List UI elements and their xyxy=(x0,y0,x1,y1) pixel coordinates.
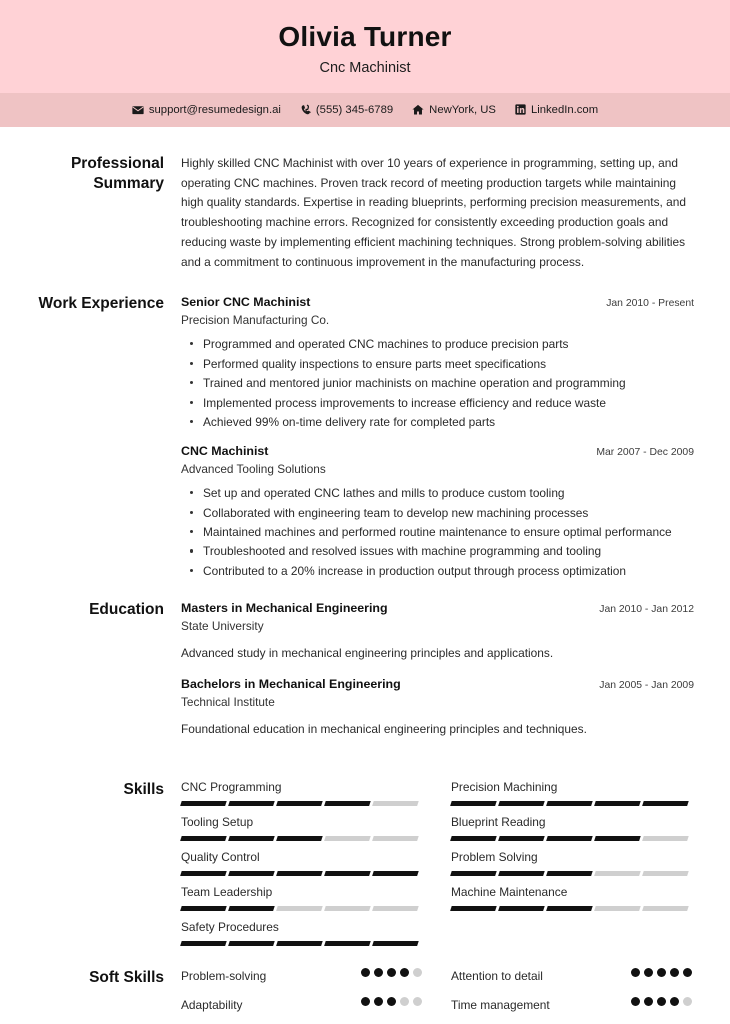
skill-level-bar xyxy=(451,836,693,841)
list-item: Set up and operated CNC lathes and mills to produce custom tooling xyxy=(181,484,694,502)
soft-skill-dot xyxy=(631,968,640,977)
skill-bar-segment xyxy=(450,871,496,876)
soft-skill-dot xyxy=(361,968,370,977)
work-entry-header xyxy=(181,443,694,461)
education-date: Jan 2010 - Jan 2012 xyxy=(599,604,694,616)
work-entry-bullets xyxy=(181,335,694,431)
work-entry-date: Jan 2010 - Present xyxy=(606,298,694,310)
skill-bar-segment xyxy=(546,906,592,911)
list-item: Troubleshooted and resolved issues with machine programming and tooling xyxy=(181,542,694,560)
soft-skill-dot xyxy=(657,968,666,977)
section-label-soft-skills: Soft Skills xyxy=(89,968,164,986)
skill-bar-segment xyxy=(180,941,226,946)
skill-bar-segment xyxy=(324,801,370,806)
work-entry xyxy=(181,294,694,431)
candidate-name: Olivia Turner xyxy=(278,21,452,52)
work-experience-section xyxy=(0,294,730,581)
section-label-work: Work Experience xyxy=(38,295,164,313)
work-entry-company: Advanced Tooling Solutions xyxy=(181,462,326,477)
skill-bar-segment xyxy=(372,871,418,876)
work-entry-date: Mar 2007 - Dec 2009 xyxy=(596,447,694,459)
skill-bar-segment xyxy=(498,871,544,876)
soft-skill-dot xyxy=(670,997,679,1006)
contact-item[interactable] xyxy=(132,104,281,116)
work-entry xyxy=(181,443,694,580)
skill-bar-segment xyxy=(498,801,544,806)
soft-skill-item xyxy=(451,997,693,1024)
section-label-summary: Professional Summary xyxy=(70,154,164,192)
education-degree: Masters in Mechanical Engineering xyxy=(181,601,388,616)
summary-text: Highly skilled CNC Machinist with over 10 years of experience in programming, setting up, and operating CNC machines. Proven track record of meeting production targets while maintaining high quality standards. Expertise in reading blueprints, performing precision measurements, and troubleshooting machine errors. Recognized for consistently exceeding production goals and reducing waste by implementing efficient machining techniques. Strong problem-solving abilities and a commitment to continuous improvement in the manufacturing process. xyxy=(181,155,686,269)
education-degree: Bachelors in Mechanical Engineering xyxy=(181,677,401,692)
skill-bar-segment xyxy=(498,906,544,911)
skill-bar-segment xyxy=(324,836,370,841)
soft-skill-item xyxy=(181,997,423,1024)
skill-bar-segment xyxy=(324,906,370,911)
skill-name: Team Leadership xyxy=(181,884,273,899)
skill-item xyxy=(451,885,693,920)
education-date: Jan 2005 - Jan 2009 xyxy=(599,680,694,692)
soft-skill-dot xyxy=(631,997,640,1006)
professional-summary-section xyxy=(0,154,730,273)
skill-level-bar xyxy=(451,906,693,911)
skill-bar-segment xyxy=(372,941,418,946)
linkedin-icon xyxy=(515,104,526,115)
skill-level-bar xyxy=(181,801,423,806)
skill-item xyxy=(181,920,423,955)
work-entry-role: CNC Machinist xyxy=(181,444,269,459)
soft-skills-section xyxy=(0,968,730,1024)
skill-item xyxy=(451,780,693,815)
skill-bar-segment xyxy=(276,801,322,806)
soft-skill-dot xyxy=(374,968,383,977)
skill-item xyxy=(181,885,423,920)
education-entry xyxy=(181,676,694,738)
work-entry-header xyxy=(181,294,694,312)
skills-section xyxy=(0,780,730,955)
soft-skill-name: Time management xyxy=(451,997,550,1012)
soft-skill-dot xyxy=(400,997,409,1006)
skill-bar-segment xyxy=(276,941,322,946)
soft-skill-dot xyxy=(644,997,653,1006)
skill-bar-segment xyxy=(276,836,322,841)
envelope-icon xyxy=(132,104,144,116)
list-item: Achieved 99% on-time delivery rate for completed parts xyxy=(181,413,694,431)
education-school: State University xyxy=(181,619,264,634)
skill-bar-segment xyxy=(594,906,640,911)
education-entry xyxy=(181,600,694,662)
home-icon xyxy=(412,104,424,116)
skill-bar-segment xyxy=(546,871,592,876)
education-school: Technical Institute xyxy=(181,695,275,710)
skill-bar-segment xyxy=(228,836,274,841)
skill-name: Machine Maintenance xyxy=(451,884,568,899)
soft-skill-dot xyxy=(670,968,679,977)
skill-bar-segment xyxy=(372,906,418,911)
soft-skill-dot xyxy=(657,997,666,1006)
skill-bar-segment xyxy=(450,801,496,806)
skill-bar-segment xyxy=(276,871,322,876)
skill-bar-segment xyxy=(546,801,592,806)
skill-level-bar xyxy=(181,906,423,911)
skill-bar-segment xyxy=(594,871,640,876)
soft-skill-level-dots xyxy=(631,968,693,977)
contact-text: LinkedIn.com xyxy=(530,103,599,116)
skill-name: Quality Control xyxy=(181,849,260,864)
education-description: Foundational education in mechanical engineering principles and techniques. xyxy=(181,722,587,737)
work-entry-company: Precision Manufacturing Co. xyxy=(181,313,330,328)
skill-bar-segment xyxy=(180,836,226,841)
skill-name: Problem Solving xyxy=(451,849,538,864)
skill-level-bar xyxy=(451,871,693,876)
skill-bar-segment xyxy=(642,801,688,806)
contact-bar xyxy=(0,93,730,127)
soft-skill-dot xyxy=(683,968,692,977)
soft-skill-name: Attention to detail xyxy=(451,968,543,983)
soft-skill-dot xyxy=(413,997,422,1006)
contact-text: support@resumedesign.ai xyxy=(148,103,281,116)
work-entry-bullets xyxy=(181,484,694,580)
contact-item[interactable] xyxy=(412,104,496,116)
resume-header xyxy=(0,0,730,93)
skill-name: Tooling Setup xyxy=(181,814,254,829)
skill-bar-segment xyxy=(228,801,274,806)
soft-skill-level-dots xyxy=(361,968,423,977)
skill-bar-segment xyxy=(372,836,418,841)
skill-bar-segment xyxy=(228,906,274,911)
section-label-skills: Skills xyxy=(123,780,164,798)
soft-skill-dot xyxy=(644,968,653,977)
skill-bar-segment xyxy=(228,871,274,876)
skill-bar-segment xyxy=(450,836,496,841)
education-description: Advanced study in mechanical engineering principles and applications. xyxy=(181,646,554,661)
skill-bar-segment xyxy=(276,906,322,911)
skill-bar-segment xyxy=(180,801,226,806)
soft-skill-item xyxy=(451,968,693,997)
soft-skill-level-dots xyxy=(631,997,693,1006)
soft-skill-dot xyxy=(683,997,692,1006)
soft-skill-level-dots xyxy=(361,997,423,1006)
contact-text: (555) 345-6789 xyxy=(315,103,394,116)
skill-bar-segment xyxy=(642,871,688,876)
list-item: Trained and mentored junior machinists on machine operation and programming xyxy=(181,374,694,392)
skill-item xyxy=(451,815,693,850)
skill-bar-segment xyxy=(180,906,226,911)
skill-bar-segment xyxy=(228,941,274,946)
skill-bar-segment xyxy=(372,801,418,806)
skill-bar-segment xyxy=(594,801,640,806)
soft-skill-dot xyxy=(387,997,396,1006)
contact-text: NewYork, US xyxy=(429,103,496,116)
skill-item xyxy=(451,850,693,885)
soft-skill-dot xyxy=(413,968,422,977)
skill-bar-segment xyxy=(594,836,640,841)
contact-item[interactable] xyxy=(515,104,598,116)
skill-name: Blueprint Reading xyxy=(451,814,546,829)
skill-level-bar xyxy=(181,871,423,876)
skill-level-bar xyxy=(451,801,693,806)
list-item: Maintained machines and performed routine maintenance to ensure optimal performance xyxy=(181,523,694,541)
soft-skill-dot xyxy=(361,997,370,1006)
education-entry-header xyxy=(181,600,694,618)
list-item: Contributed to a 20% increase in production output through process optimization xyxy=(181,562,694,580)
skill-bar-segment xyxy=(324,941,370,946)
skill-item xyxy=(181,780,423,815)
section-label-education: Education xyxy=(89,601,164,619)
skill-bar-segment xyxy=(498,836,544,841)
soft-skill-dot xyxy=(374,997,383,1006)
phone-icon xyxy=(300,104,311,116)
skill-bar-segment xyxy=(450,906,496,911)
skill-item xyxy=(181,850,423,885)
skill-bar-segment xyxy=(180,871,226,876)
soft-skill-dot xyxy=(387,968,396,977)
skill-bar-segment xyxy=(546,836,592,841)
list-item: Collaborated with engineering team to develop new machining processes xyxy=(181,504,694,522)
education-section xyxy=(0,600,730,752)
skill-name: Safety Procedures xyxy=(181,919,279,934)
skill-bar-segment xyxy=(642,906,688,911)
candidate-job-title: Cnc Machinist xyxy=(319,59,411,76)
skill-bar-segment xyxy=(642,836,688,841)
list-item: Programmed and operated CNC machines to produce precision parts xyxy=(181,335,694,353)
soft-skill-item xyxy=(181,968,423,997)
soft-skill-name: Adaptability xyxy=(181,997,243,1012)
soft-skill-name: Problem-solving xyxy=(181,968,267,983)
skill-level-bar xyxy=(181,836,423,841)
skill-bar-segment xyxy=(324,871,370,876)
skill-name: CNC Programming xyxy=(181,779,282,794)
skill-name: Precision Machining xyxy=(451,779,558,794)
soft-skill-dot xyxy=(400,968,409,977)
skill-level-bar xyxy=(181,941,423,946)
list-item: Implemented process improvements to increase efficiency and reduce waste xyxy=(181,394,694,412)
skill-item xyxy=(181,815,423,850)
contact-item[interactable] xyxy=(300,104,393,116)
list-item: Performed quality inspections to ensure parts meet specifications xyxy=(181,355,694,373)
work-entry-role: Senior CNC Machinist xyxy=(181,295,311,310)
education-entry-header xyxy=(181,676,694,694)
